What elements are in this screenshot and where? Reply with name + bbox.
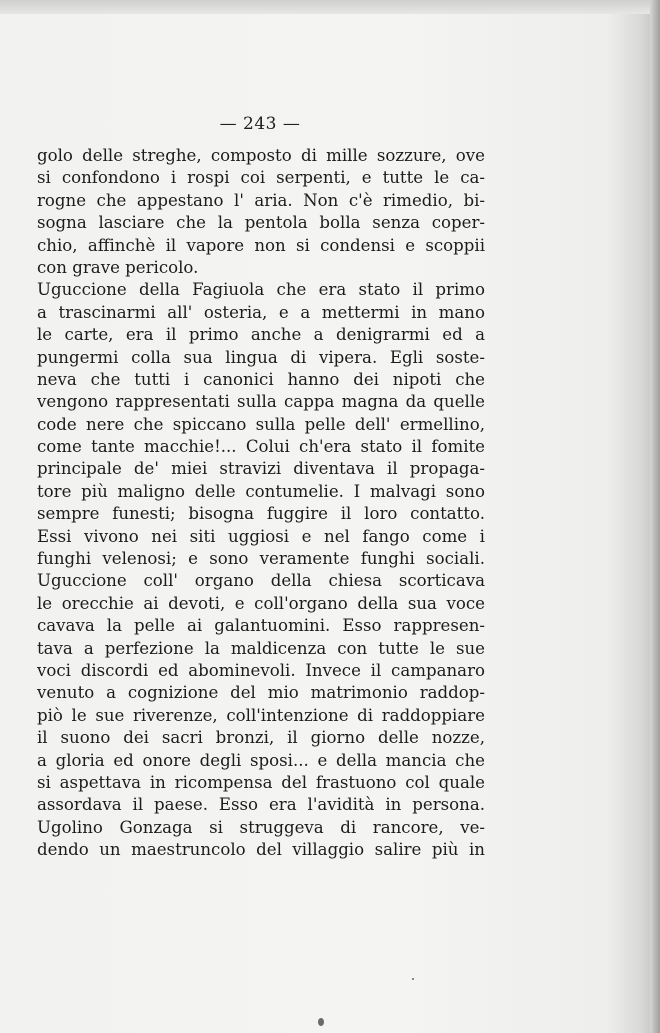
text-line: come tante macchie!... Colui ch'era stato il fomite	[37, 437, 485, 457]
text-line: si confondono i rospi coi serpenti, e tutte le ca-	[37, 168, 485, 188]
text-line: assordava il paese. Esso era l'avidità in persona.	[37, 795, 485, 815]
text-line: tava a perfezione la maldicenza con tutte le sue	[37, 638, 485, 658]
text-line: piò le sue riverenze, coll'intenzione di raddoppiare	[37, 705, 485, 725]
text-line: Essi vivono nei siti uggiosi e nel fango come i	[37, 526, 485, 546]
text-line: sogna lasciare che la pentola bolla senza coper-	[37, 213, 485, 233]
text-line: le carte, era il primo anche a denigrarmi ed a	[37, 325, 485, 345]
text-line: pungermi colla sua lingua di vipera. Egli soste-	[37, 347, 485, 367]
text-line: sempre funesti; bisogna fuggire il loro contatto.	[37, 504, 485, 524]
text-line: dendo un maestruncolo del villaggio salire più in	[37, 840, 485, 860]
text-line: neva che tutti i canonici hanno dei nipoti che	[37, 369, 485, 389]
body-text	[37, 145, 485, 862]
ink-mark	[318, 1018, 324, 1026]
text-line: principale de' miei stravizi diventava il propaga-	[37, 459, 485, 479]
text-line: code nere che spiccano sulla pelle dell' ermellino,	[37, 414, 485, 434]
text-line: Uguccione coll' organo della chiesa scorticava	[37, 571, 485, 591]
text-line: venuto a cognizione del mio matrimonio raddop-	[37, 683, 485, 703]
text-line: Uguccione della Fagiuola che era stato il primo	[37, 280, 485, 300]
page-number: — 243 —	[219, 114, 301, 134]
text-line: funghi velenosi; e sono veramente funghi sociali.	[37, 549, 485, 569]
text-line: si aspettava in ricompensa del frastuono col quale	[37, 772, 485, 792]
text-line: le orecchie ai devoti, e coll'organo della sua voce	[37, 593, 485, 613]
text-line: Ugolino Gonzaga si struggeva di rancore, ve-	[37, 817, 485, 837]
text-line: golo delle streghe, composto di mille sozzure, ove	[37, 146, 485, 165]
text-line: a trascinarmi all' osteria, e a mettermi in mano	[37, 302, 485, 322]
text-line: voci discordi ed abominevoli. Invece il campanaro	[37, 660, 485, 680]
page-binding-shadow	[650, 0, 660, 1033]
text-line: a gloria ed onore degli sposi... e della mancia che	[37, 750, 485, 770]
paper-speck	[412, 978, 414, 980]
text-line: chio, affinchè il vapore non si condensi e scoppii	[37, 235, 485, 255]
text-line: tore più maligno delle contumelie. I malvagi sono	[37, 481, 485, 501]
text-line: rogne che appestano l' aria. Non c'è rimedio, bi-	[37, 190, 485, 210]
text-line: vengono rappresentati sulla cappa magna da quelle	[37, 392, 485, 412]
text-line: con grave pericolo.	[37, 257, 199, 277]
text-line: il suono dei sacri bronzi, il giorno delle nozze,	[37, 728, 485, 748]
page-top-shadow	[0, 0, 660, 14]
text-line: cavava la pelle ai galantuomini. Esso rappresen-	[37, 616, 485, 636]
